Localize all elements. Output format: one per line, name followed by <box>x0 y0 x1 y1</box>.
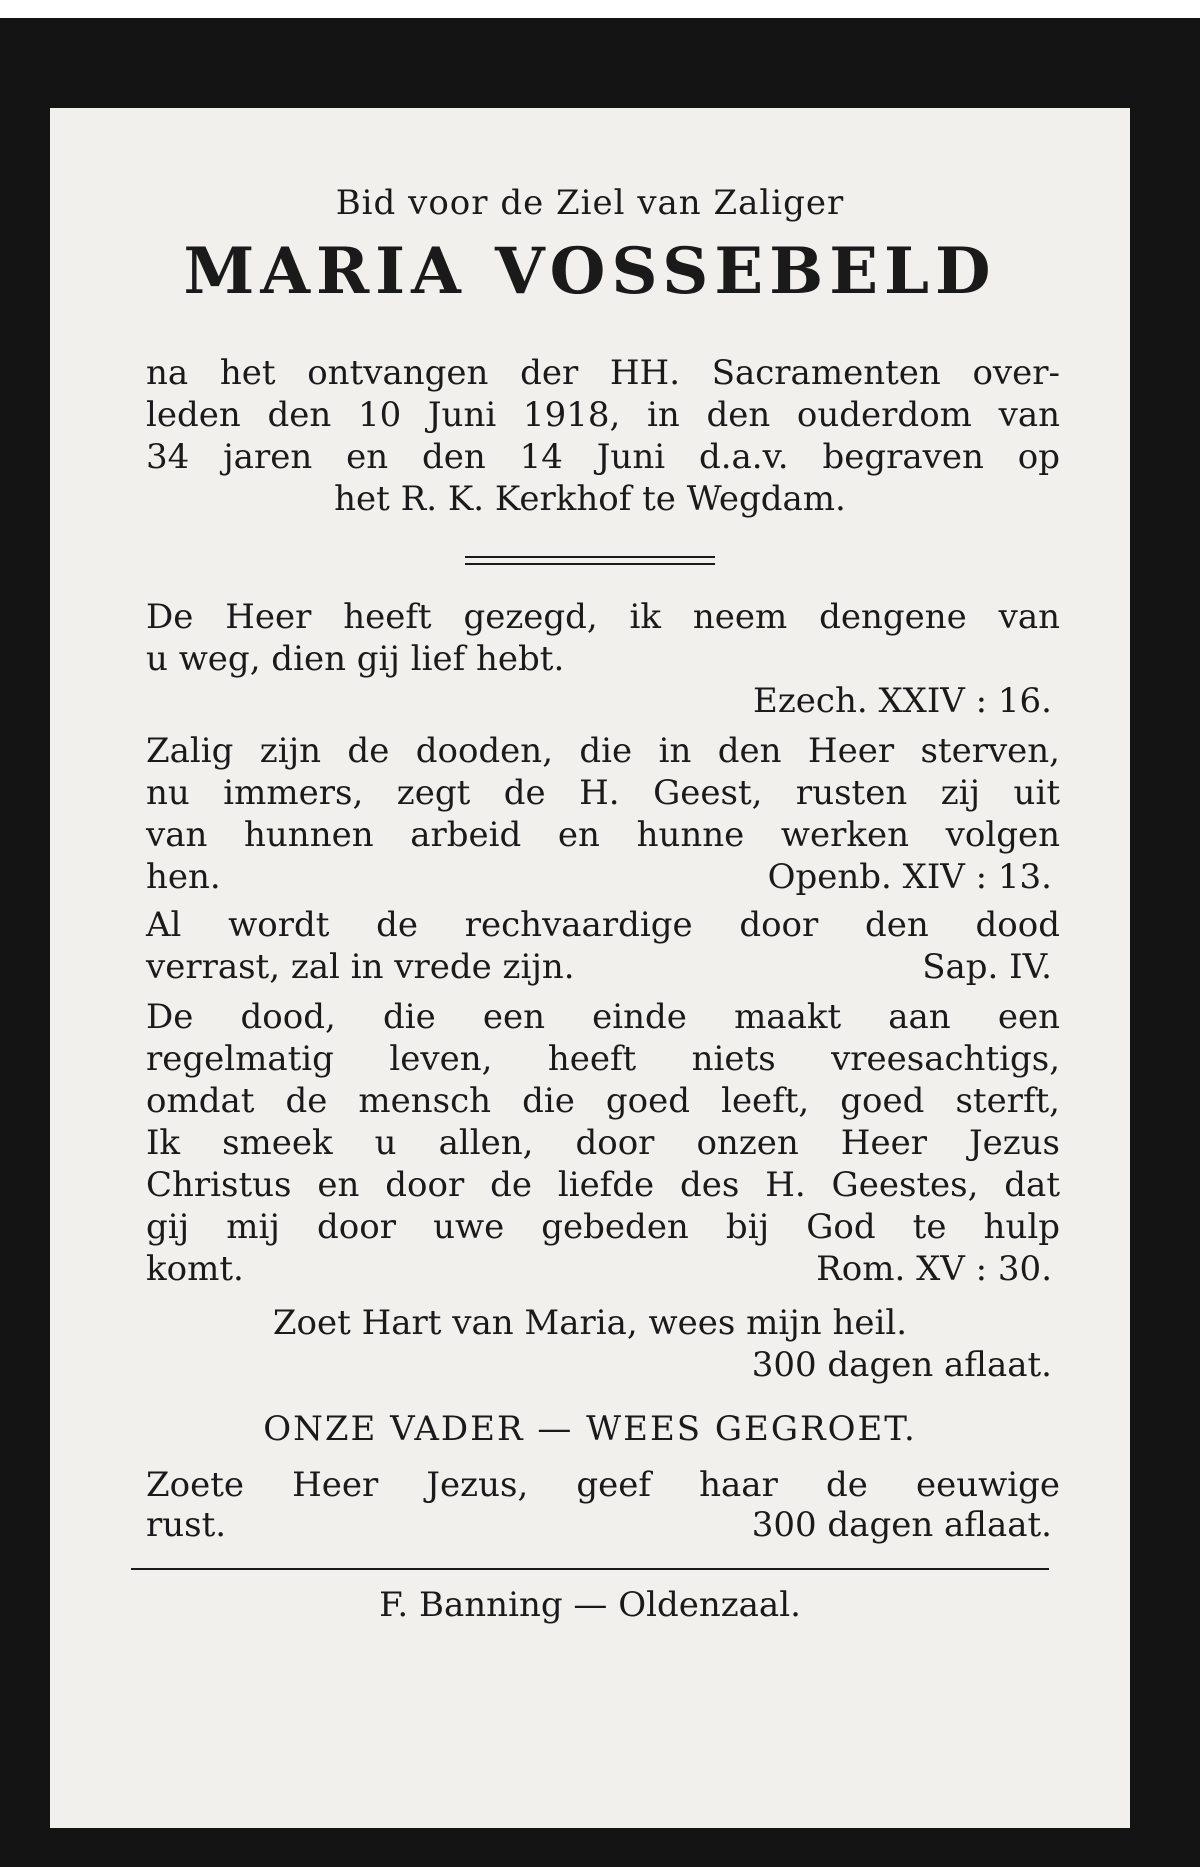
indulgence-2: 300 dagen aflaat. <box>751 1505 1052 1545</box>
deceased-name: MARIA VOSSEBELD <box>183 234 997 309</box>
footer-rule <box>131 1568 1049 1570</box>
prayer-jesus-line-1: Zoete Heer Jezus, geef haar de eeuwige <box>146 1465 1060 1505</box>
indulgence-1: 300 dagen aflaat. <box>751 1345 1052 1385</box>
divider-bottom <box>465 563 715 565</box>
intro-line-4: het R. K. Kerkhof te Wegdam. <box>334 479 846 519</box>
quote2-line-1: Zalig zijn de dooden, die in den Heer sterven, <box>146 731 1060 771</box>
quote5-line-3: gij mij door uwe gebeden bij God te hulp <box>146 1207 1060 1247</box>
quote5-reference: Rom. XV : 30. <box>816 1249 1052 1289</box>
quote4-line-1: De dood, die een einde maakt aan een <box>146 997 1060 1037</box>
quote2-line-3: van hunnen arbeid en hunne werken volgen <box>146 815 1060 855</box>
quote4-line-2: regelmatig leven, heeft niets vreesachtigs, <box>146 1039 1060 1079</box>
prayer-jesus-line-2: rust. <box>146 1505 227 1545</box>
quote1-line-1: De Heer heeft gezegd, ik neem dengene van <box>146 597 1060 637</box>
quote5-line-4: komt. <box>146 1249 244 1289</box>
quote1-reference: Ezech. XXIV : 16. <box>753 681 1052 721</box>
prayer-our-father: ONZE VADER — WEES GEGROET. <box>263 1409 917 1449</box>
intro-line-3: 34 jaren en den 14 Juni d.a.v. begraven op <box>146 437 1060 477</box>
quote4-line-3: omdat de mensch die goed leeft, goed sterft, <box>146 1081 1060 1121</box>
quote1-line-2: u weg, dien gij lief hebt. <box>146 639 565 679</box>
memorial-card <box>0 18 1200 1867</box>
quote5-line-1: Ik smeek u allen, door onzen Heer Jezus <box>146 1123 1060 1163</box>
quote2-reference: Openb. XIV : 13. <box>767 857 1052 897</box>
intro-line-2: leden den 10 Juni 1918, in den ouderdom van <box>146 395 1060 435</box>
quote3-reference: Sap. IV. <box>922 947 1052 987</box>
card-header: Bid voor de Ziel van Zaliger <box>335 183 845 223</box>
quote3-line-2: verrast, zal in vrede zijn. <box>146 947 575 987</box>
quote2-line-4: hen. <box>146 857 221 897</box>
quote5-line-2: Christus en door de liefde des H. Geestes, dat <box>146 1165 1060 1205</box>
intro-line-1: na het ontvangen der HH. Sacramenten over- <box>146 353 1060 393</box>
quote2-line-2: nu immers, zegt de H. Geest, rusten zij uit <box>146 773 1060 813</box>
printer-credit: F. Banning — Oldenzaal. <box>379 1585 801 1625</box>
card-paper <box>50 108 1130 1828</box>
divider-top <box>465 556 715 558</box>
prayer-sacred-heart: Zoet Hart van Maria, wees mijn heil. <box>272 1303 908 1343</box>
quote3-line-1: Al wordt de rechvaardige door den dood <box>146 905 1060 945</box>
